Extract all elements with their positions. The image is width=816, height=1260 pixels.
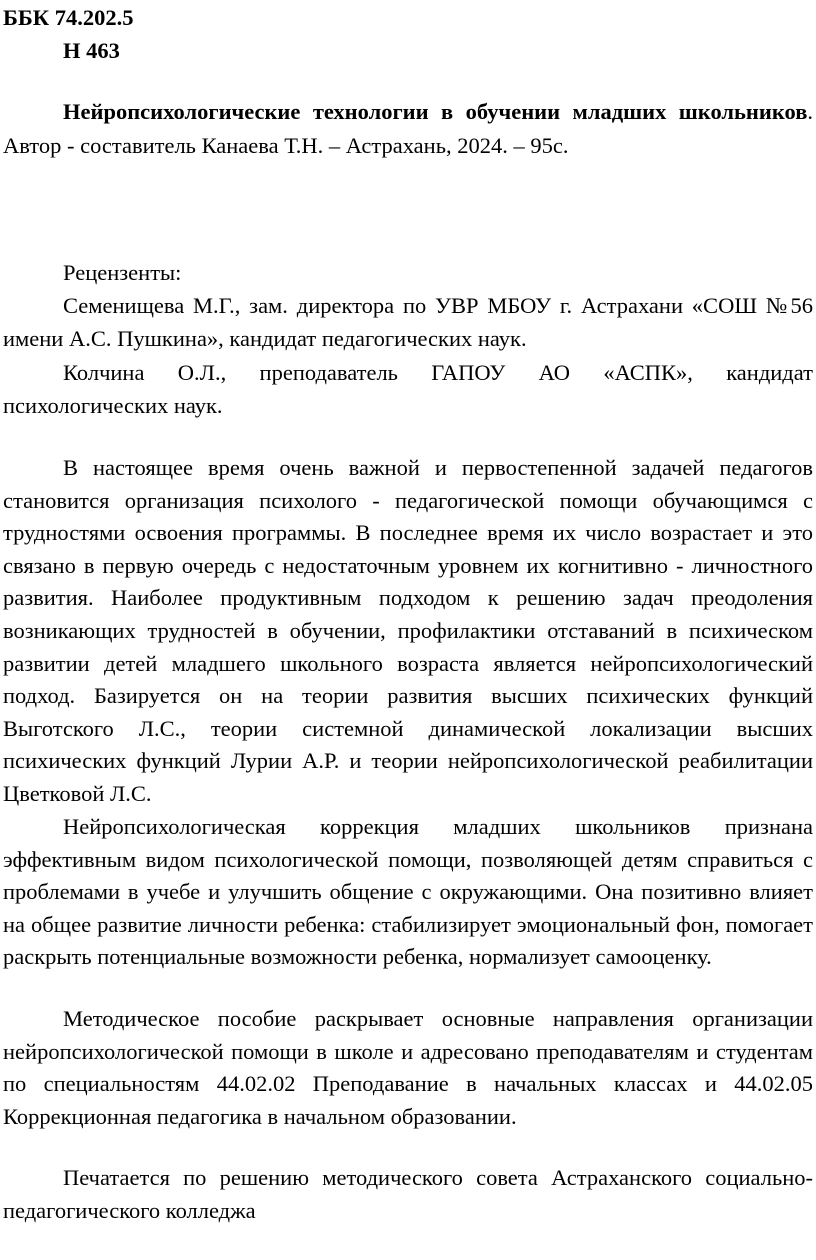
- reviewer-item: Семенищева М.Г., зам. директора по УВР МБОУ г. Астрахани «СОШ №56 имени А.С. Пушкина», кандидат педагогических наук.: [3, 293, 813, 351]
- body-paragraph: Нейропсихологическая коррекция младших школьников признана эффективным видом психологической помощи, позволяющей детям справиться с проблемами в учебе и улучшить общение с окружающими. Она позитивно влияет на общее развитие личности ребенка: стабилизирует эмоциональный фон, помогает раскрыть потенциальные возможности ребенка, нормализует самооценку.: [3, 814, 813, 970]
- reviewer-item: Колчина О.Л., преподаватель ГАПОУ АО «АСПК», кандидат психологических наук.: [3, 360, 813, 418]
- title-paragraph: [3, 95, 813, 163]
- title-details: . Автор - составитель Канаева Т.Н. – Астрахань, 2024. – 95с.: [3, 99, 813, 158]
- bbk-code: ББК 74.202.5: [3, 5, 134, 30]
- author-mark: Н 463: [63, 38, 120, 63]
- book-title: Нейропсихологические технологии в обучении младших школьников: [63, 99, 808, 124]
- body-paragraph: В настоящее время очень важной и первостепенной задачей педагогов становится организация психолого - педагогической помощи обучающимся с трудностями освоения программы. В последнее время их число возрастает и это связано в первую очередь с недостаточным уровнем их когнитивно - личностного развития. Наиболее продуктивным подходом к решению задач преодоления возникающих трудностей в обучении, профилактики отставаний в психическом развитии детей младшего школьного возраста является нейропсихологический подход. Базируется он на теории развития высших психических функций Выготского Л.С., теории системной динамической локализации высших психических функций Лурии А.Р. и теории нейропсихологической реабилитации Цветковой Л.С.: [3, 455, 813, 806]
- publication-note: Печатается по решению методического совета Астраханского социально-педагогического колледжа: [3, 1165, 813, 1223]
- body-paragraph: Методическое пособие раскрывает основные направления организации нейропсихологической помощи в школе и адресовано преподавателям и студентам по специальностям 44.02.02 Преподавание в начальных классах и 44.02.05 Коррекционная педагогика в начальном образовании.: [3, 1006, 813, 1129]
- reviewers-label: Рецензенты:: [63, 260, 182, 285]
